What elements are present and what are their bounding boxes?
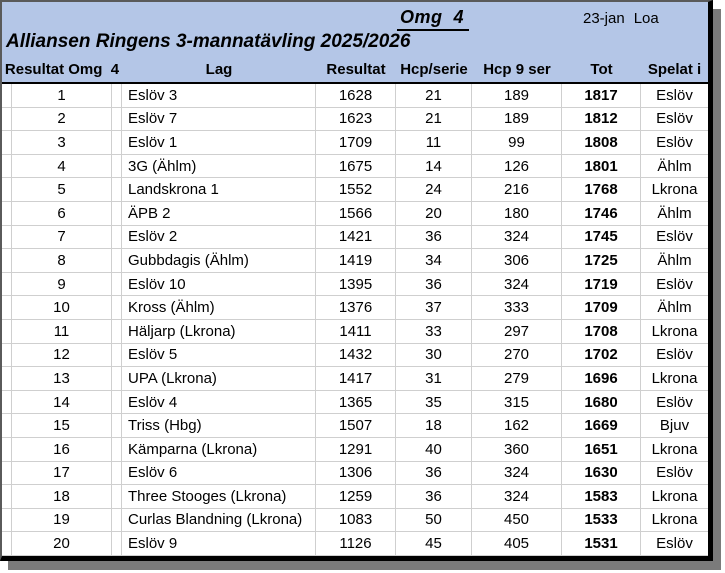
cell-hcp-9-ser: 324 xyxy=(472,226,562,250)
cell-hcp-9-ser: 324 xyxy=(472,485,562,509)
cell-rank: 5 xyxy=(12,178,112,202)
cell-hcp-9-ser: 279 xyxy=(472,367,562,391)
cell-hcp-9-ser: 324 xyxy=(472,462,562,486)
cell-rank: 15 xyxy=(12,414,112,438)
signature-text: Loa xyxy=(633,10,659,27)
cell-lag: Eslöv 7 xyxy=(122,108,316,132)
cell-spelat-i: Lkrona xyxy=(641,320,708,344)
cell-lag: Eslöv 10 xyxy=(122,273,316,297)
cell-gutter-left xyxy=(2,320,12,344)
cell-resultat: 1259 xyxy=(316,485,396,509)
cell-spacer xyxy=(112,509,122,533)
cell-spelat-i: Lkrona xyxy=(641,485,708,509)
cell-lag: ÄPB 2 xyxy=(122,202,316,226)
cell-rank: 6 xyxy=(12,202,112,226)
cell-spelat-i: Eslöv xyxy=(641,84,708,108)
cell-rank: 3 xyxy=(12,131,112,155)
cell-tot: 1708 xyxy=(562,320,641,344)
cell-rank: 11 xyxy=(12,320,112,344)
cell-rank: 4 xyxy=(12,155,112,179)
cell-hcp-9-ser: 306 xyxy=(472,249,562,273)
cell-resultat: 1376 xyxy=(316,296,396,320)
cell-rank: 13 xyxy=(12,367,112,391)
cell-resultat: 1395 xyxy=(316,273,396,297)
cell-gutter-left xyxy=(2,367,12,391)
cell-rank: 7 xyxy=(12,226,112,250)
cell-tot: 1630 xyxy=(562,462,641,486)
cell-spelat-i: Lkrona xyxy=(641,367,708,391)
cell-spacer xyxy=(112,155,122,179)
cell-hcp-9-ser: 315 xyxy=(472,391,562,415)
cell-gutter-left xyxy=(2,414,12,438)
cell-hcp-9-ser: 162 xyxy=(472,414,562,438)
cell-spelat-i: Eslöv xyxy=(641,462,708,486)
cell-lag: Eslöv 5 xyxy=(122,344,316,368)
cell-lag: Eslöv 3 xyxy=(122,84,316,108)
cell-hcp-serie: 36 xyxy=(396,226,472,250)
cell-hcp-9-ser: 297 xyxy=(472,320,562,344)
cell-tot: 1696 xyxy=(562,367,641,391)
cell-spacer xyxy=(112,438,122,462)
cell-rank: 12 xyxy=(12,344,112,368)
cell-resultat: 1291 xyxy=(316,438,396,462)
cell-hcp-serie: 36 xyxy=(396,485,472,509)
cell-spacer xyxy=(112,485,122,509)
cell-resultat: 1709 xyxy=(316,131,396,155)
cell-rank: 18 xyxy=(12,485,112,509)
cell-resultat: 1675 xyxy=(316,155,396,179)
cell-spacer xyxy=(112,202,122,226)
cell-rank: 20 xyxy=(12,532,112,556)
cell-resultat: 1411 xyxy=(316,320,396,344)
cell-resultat: 1417 xyxy=(316,367,396,391)
cell-spelat-i: Eslöv xyxy=(641,344,708,368)
cell-resultat: 1365 xyxy=(316,391,396,415)
cell-hcp-9-ser: 126 xyxy=(472,155,562,179)
cell-tot: 1651 xyxy=(562,438,641,462)
cell-gutter-left xyxy=(2,131,12,155)
cell-gutter-left xyxy=(2,155,12,179)
cell-tot: 1531 xyxy=(562,532,641,556)
cell-hcp-serie: 33 xyxy=(396,320,472,344)
cell-hcp-9-ser: 270 xyxy=(472,344,562,368)
column-header-spelat-i: Spelat i xyxy=(647,61,702,78)
cell-resultat: 1623 xyxy=(316,108,396,132)
cell-spacer xyxy=(112,320,122,344)
cell-rank: 9 xyxy=(12,273,112,297)
cell-spacer xyxy=(112,344,122,368)
column-header-resultat-omg: Resultat Omg 4 xyxy=(4,61,120,78)
cell-tot: 1801 xyxy=(562,155,641,179)
column-header-tot: Tot xyxy=(590,61,613,78)
column-header-hcp-serie: Hcp/serie xyxy=(400,61,468,78)
cell-gutter-left xyxy=(2,108,12,132)
cell-hcp-serie: 30 xyxy=(396,344,472,368)
cell-tot: 1702 xyxy=(562,344,641,368)
cell-gutter-left xyxy=(2,226,12,250)
cell-hcp-9-ser: 450 xyxy=(472,509,562,533)
cell-tot: 1533 xyxy=(562,509,641,533)
cell-resultat: 1126 xyxy=(316,532,396,556)
cell-lag: 3G (Ählm) xyxy=(122,155,316,179)
cell-hcp-9-ser: 360 xyxy=(472,438,562,462)
cell-hcp-serie: 11 xyxy=(396,131,472,155)
cell-lag: Kross (Ählm) xyxy=(122,296,316,320)
cell-gutter-left xyxy=(2,391,12,415)
cell-hcp-9-ser: 99 xyxy=(472,131,562,155)
cell-spacer xyxy=(112,249,122,273)
cell-lag: Kämparna (Lkrona) xyxy=(122,438,316,462)
results-table-body xyxy=(2,84,708,556)
column-header-lag: Lag xyxy=(205,61,233,78)
cell-tot: 1583 xyxy=(562,485,641,509)
cell-hcp-9-ser: 324 xyxy=(472,273,562,297)
cell-spacer xyxy=(112,414,122,438)
cell-spelat-i: Ählm xyxy=(641,202,708,226)
cell-tot: 1680 xyxy=(562,391,641,415)
cell-gutter-left xyxy=(2,249,12,273)
cell-spacer xyxy=(112,273,122,297)
cell-spacer xyxy=(112,367,122,391)
cell-gutter-left xyxy=(2,296,12,320)
cell-resultat: 1432 xyxy=(316,344,396,368)
cell-tot: 1817 xyxy=(562,84,641,108)
cell-spelat-i: Eslöv xyxy=(641,226,708,250)
cell-spelat-i: Eslöv xyxy=(641,131,708,155)
cell-hcp-serie: 36 xyxy=(396,462,472,486)
cell-tot: 1709 xyxy=(562,296,641,320)
cell-gutter-left xyxy=(2,202,12,226)
cell-hcp-serie: 21 xyxy=(396,84,472,108)
cell-hcp-serie: 21 xyxy=(396,108,472,132)
cell-rank: 1 xyxy=(12,84,112,108)
cell-hcp-9-ser: 189 xyxy=(472,84,562,108)
cell-resultat: 1552 xyxy=(316,178,396,202)
cell-hcp-serie: 40 xyxy=(396,438,472,462)
cell-lag: Eslöv 9 xyxy=(122,532,316,556)
cell-hcp-serie: 18 xyxy=(396,414,472,438)
date-text: 23-jan xyxy=(583,10,625,27)
cell-rank: 8 xyxy=(12,249,112,273)
cell-spacer xyxy=(112,226,122,250)
cell-tot: 1768 xyxy=(562,178,641,202)
cell-hcp-9-ser: 180 xyxy=(472,202,562,226)
cell-hcp-serie: 14 xyxy=(396,155,472,179)
cell-resultat: 1421 xyxy=(316,226,396,250)
cell-resultat: 1507 xyxy=(316,414,396,438)
cell-tot: 1746 xyxy=(562,202,641,226)
cell-lag: Triss (Hbg) xyxy=(122,414,316,438)
cell-spacer xyxy=(112,296,122,320)
cell-tot: 1812 xyxy=(562,108,641,132)
cell-hcp-serie: 45 xyxy=(396,532,472,556)
cell-spelat-i: Eslöv xyxy=(641,273,708,297)
cell-gutter-left xyxy=(2,532,12,556)
cell-spacer xyxy=(112,532,122,556)
cell-tot: 1719 xyxy=(562,273,641,297)
cell-rank: 2 xyxy=(12,108,112,132)
cell-lag: Three Stooges (Lkrona) xyxy=(122,485,316,509)
cell-resultat: 1419 xyxy=(316,249,396,273)
cell-tot: 1745 xyxy=(562,226,641,250)
cell-lag: Eslöv 2 xyxy=(122,226,316,250)
cell-hcp-serie: 24 xyxy=(396,178,472,202)
cell-gutter-left xyxy=(2,84,12,108)
cell-lag: Häljarp (Lkrona) xyxy=(122,320,316,344)
cell-hcp-serie: 37 xyxy=(396,296,472,320)
cell-spelat-i: Ählm xyxy=(641,296,708,320)
cell-resultat: 1083 xyxy=(316,509,396,533)
cell-hcp-serie: 36 xyxy=(396,273,472,297)
cell-hcp-serie: 20 xyxy=(396,202,472,226)
round-label: Omg 4 xyxy=(397,7,469,31)
cell-lag: Gubbdagis (Ählm) xyxy=(122,249,316,273)
cell-spelat-i: Lkrona xyxy=(641,509,708,533)
cell-gutter-left xyxy=(2,438,12,462)
cell-lag: Curlas Blandning (Lkrona) xyxy=(122,509,316,533)
cell-spacer xyxy=(112,131,122,155)
sheet-header-band xyxy=(2,2,708,84)
cell-tot: 1808 xyxy=(562,131,641,155)
cell-spelat-i: Lkrona xyxy=(641,438,708,462)
cell-rank: 17 xyxy=(12,462,112,486)
cell-hcp-serie: 35 xyxy=(396,391,472,415)
cell-gutter-left xyxy=(2,273,12,297)
cell-spacer xyxy=(112,462,122,486)
cell-spelat-i: Eslöv xyxy=(641,532,708,556)
cell-gutter-left xyxy=(2,178,12,202)
cell-resultat: 1306 xyxy=(316,462,396,486)
cell-rank: 16 xyxy=(12,438,112,462)
cell-hcp-9-ser: 333 xyxy=(472,296,562,320)
cell-tot: 1725 xyxy=(562,249,641,273)
cell-lag: Eslöv 1 xyxy=(122,131,316,155)
cell-resultat: 1628 xyxy=(316,84,396,108)
cell-tot: 1669 xyxy=(562,414,641,438)
column-header-resultat: Resultat xyxy=(326,61,386,78)
cell-spelat-i: Ählm xyxy=(641,155,708,179)
cell-spelat-i: Eslöv xyxy=(641,391,708,415)
cell-lag: Landskrona 1 xyxy=(122,178,316,202)
cell-hcp-serie: 31 xyxy=(396,367,472,391)
cell-spelat-i: Ählm xyxy=(641,249,708,273)
cell-spelat-i: Eslöv xyxy=(641,108,708,132)
cell-spacer xyxy=(112,84,122,108)
cell-hcp-serie: 50 xyxy=(396,509,472,533)
cell-hcp-9-ser: 216 xyxy=(472,178,562,202)
cell-hcp-9-ser: 405 xyxy=(472,532,562,556)
cell-rank: 10 xyxy=(12,296,112,320)
cell-spelat-i: Lkrona xyxy=(641,178,708,202)
cell-gutter-left xyxy=(2,485,12,509)
cell-rank: 14 xyxy=(12,391,112,415)
cell-spelat-i: Bjuv xyxy=(641,414,708,438)
column-header-hcp-9-ser: Hcp 9 ser xyxy=(483,61,551,78)
cell-resultat: 1566 xyxy=(316,202,396,226)
cell-lag: Eslöv 4 xyxy=(122,391,316,415)
table-header-row xyxy=(2,57,708,82)
cell-spacer xyxy=(112,391,122,415)
cell-hcp-9-ser: 189 xyxy=(472,108,562,132)
page-title: Alliansen Ringens 3-mannatävling 2025/2026 xyxy=(6,31,411,52)
date-block xyxy=(583,10,659,27)
cell-lag: UPA (Lkrona) xyxy=(122,367,316,391)
cell-rank: 19 xyxy=(12,509,112,533)
cell-spacer xyxy=(112,108,122,132)
cell-gutter-left xyxy=(2,344,12,368)
cell-gutter-left xyxy=(2,509,12,533)
cell-lag: Eslöv 6 xyxy=(122,462,316,486)
cell-spacer xyxy=(112,178,122,202)
cell-gutter-left xyxy=(2,462,12,486)
cell-hcp-serie: 34 xyxy=(396,249,472,273)
